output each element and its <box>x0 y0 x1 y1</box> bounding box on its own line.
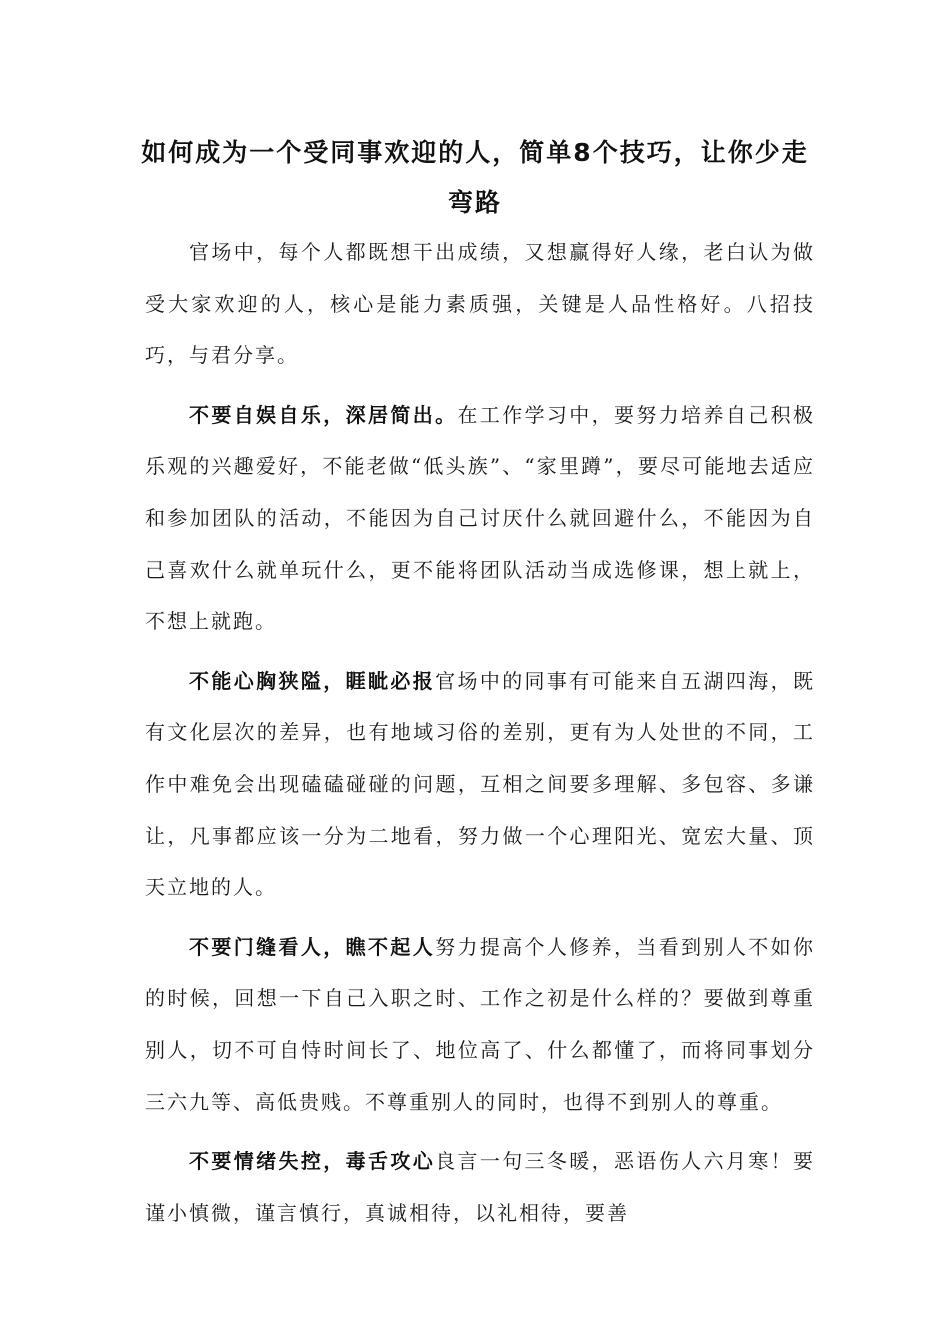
paragraph-text: 在工作学习中，要努力培养自己积极乐观的兴趣爱好，不能老做“低头族”、“家里蹲”，要尽可能地去适应和参加团队的活动，不能因为自己讨厌什么就回避什么，不能因为自己喜欢什么就单玩什么，更不能将团队活动当成选修课，想上就上，不想上就跑。 <box>145 402 816 634</box>
paragraph-heading: 不要自娱自乐，深居简出。 <box>189 402 458 427</box>
paragraph-tip-4 <box>145 1136 815 1239</box>
document-title: 如何成为一个受同事欢迎的人，简单8个技巧，让你少走弯路 <box>141 138 809 217</box>
paragraph-tip-3 <box>145 922 815 1128</box>
paragraph-heading: 不要门缝看人，瞧不起人 <box>189 934 436 959</box>
paragraph-heading: 不要情绪失控，毒舌攻心 <box>189 1149 436 1174</box>
paragraph-heading: 不能心胸狭隘，睚眦必报 <box>189 668 436 693</box>
paragraph-text: 努力提高个人修养，当看到别人不如你的时候，回想一下自己入职之时、工作之初是什么样的？要做到尊重别人，切不可自恃时间长了、地位高了、什么都懂了，而将同事划分三六九等、高低贵贱。不尊重别人的同时，也得不到别人的尊重。 <box>145 934 816 1114</box>
paragraph-text: 官场中，每个人都既想干出成绩，又想赢得好人缘，老白认为做受大家欢迎的人，核心是能力素质强，关键是人品性格好。八招技巧，与君分享。 <box>145 240 815 368</box>
paragraph-text: 官场中的同事有可能来自五湖四海，既有文化层次的差异，也有地域习俗的差别，更有为人处世的不同，工作中难免会出现磕磕碰碰的问题，互相之间要多理解、多包容、多谦让，凡事都应该一分为二地看，努力做一个心理阳光、宽宏大量、顶天立地的人。 <box>145 668 816 900</box>
document-body <box>145 227 815 1247</box>
paragraph-tip-2 <box>145 656 815 914</box>
paragraph-tip-1 <box>145 390 815 648</box>
paragraph-text: 良言一句三冬暖，恶语伤人六月寒！要谨小慎微，谨言慎行，真诚相待，以礼相待，要善 <box>145 1149 816 1225</box>
paragraph-intro <box>145 227 815 382</box>
